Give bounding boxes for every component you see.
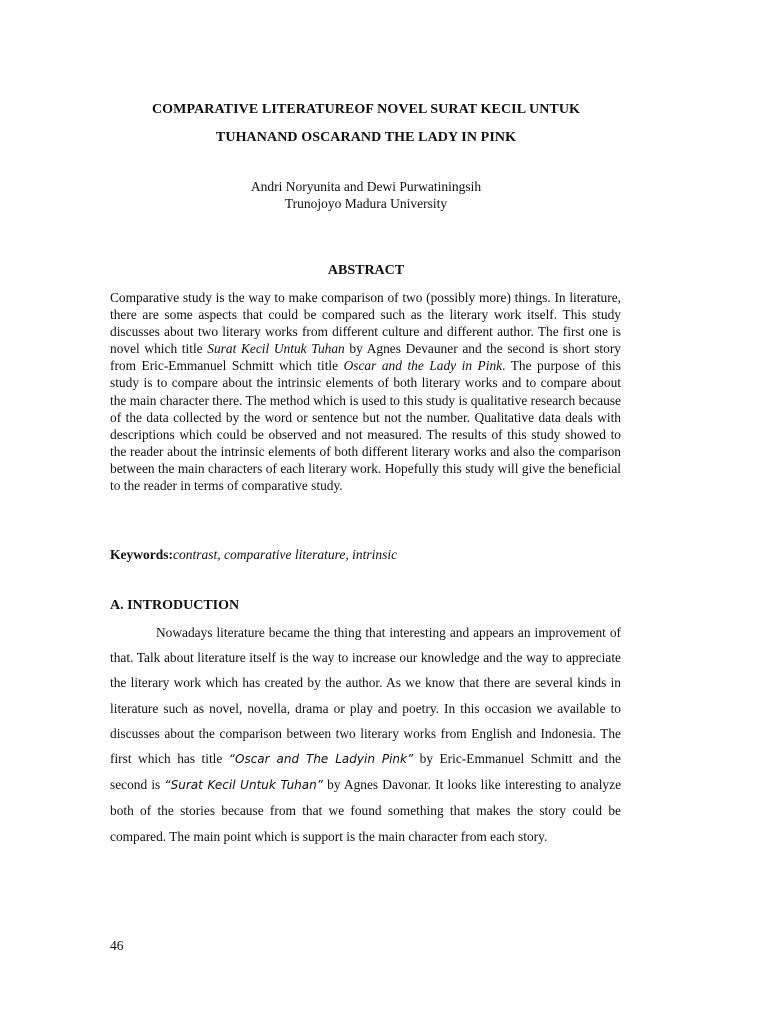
abstract-text-1: Comparative study is the way to make comparison of two (possibly more) things. In literature, there are some aspects that could be compared such as the literary work itself. This study discusses about two literary works from different culture and different author. The first one is novel which title (110, 290, 621, 357)
abstract-text-2: by Agnes Devauner and the second is short story from Eric-Emmanuel Schmitt which title (110, 341, 621, 374)
keywords-label: Keywords: (110, 547, 173, 562)
intro-text-3: by Agnes Davonar. It looks like interesting to analyze both of the stories because from that we found something that makes the story could be compared. The main point which is support is the main character from each story. (110, 777, 622, 844)
abstract-text-3: . The purpose of this study is to compare about the intrinsic elements of both literary works and to compare about the main character there. The method which is used to this study is qualitative research because of the data collected by the word or sentence but not the number. Qualitative data deals with descriptions which could be observed and not measured. The results of this study showed to the reader about the intrinsic elements of both different literary works and also the comparison between the main characters of each literary work. Hopefully this study will give the beneficial to the reader in terms of comparative study. (110, 358, 621, 494)
abstract-italic-title-1: Surat Kecil Untuk Tuhan (207, 341, 345, 357)
author-names: Andri Noryunita and Dewi Purwatiningsih (250, 179, 482, 194)
abstract-italic-title-2: Oscar and the Lady in Pink (343, 358, 503, 374)
abstract-heading: ABSTRACT (327, 263, 405, 278)
page-number: 46 (110, 938, 124, 953)
introduction-heading: A. INTRODUCTION (110, 598, 240, 613)
author-affiliation: Trunojoyo Madura University (284, 196, 448, 211)
introduction-paragraph (110, 620, 621, 849)
paper-title-line-2: TUHANAND OSCARAND THE LADY IN PINK (215, 130, 517, 145)
abstract-paragraph (110, 289, 621, 494)
intro-text-1: Nowadays literature became the thing that interesting and appears an improvement of that. Talk about literature itself is the way to increase our knowledge and the way to appreciate the literary work which has created by the author. As we know that there are several kinds in literature such as novel, novella, drama or play and poetry. In this occasion we available to discusses about the comparison between two literary works from English and Indonesia. The first which has title (110, 625, 621, 767)
intro-italic-title-2: “Surat Kecil Untuk Tuhan” (164, 778, 323, 793)
intro-text-2: by Eric-Emmanuel Schmitt and the second is (110, 751, 621, 793)
keywords-value: contrast, comparative literature, intrinsic (173, 547, 398, 562)
paper-title-line-1: COMPARATIVE LITERATUREOF NOVEL SURAT KECIL UNTUK (151, 102, 581, 117)
intro-italic-title-1: “Oscar and The Ladyin Pink” (228, 752, 414, 767)
keywords-line (110, 547, 622, 563)
